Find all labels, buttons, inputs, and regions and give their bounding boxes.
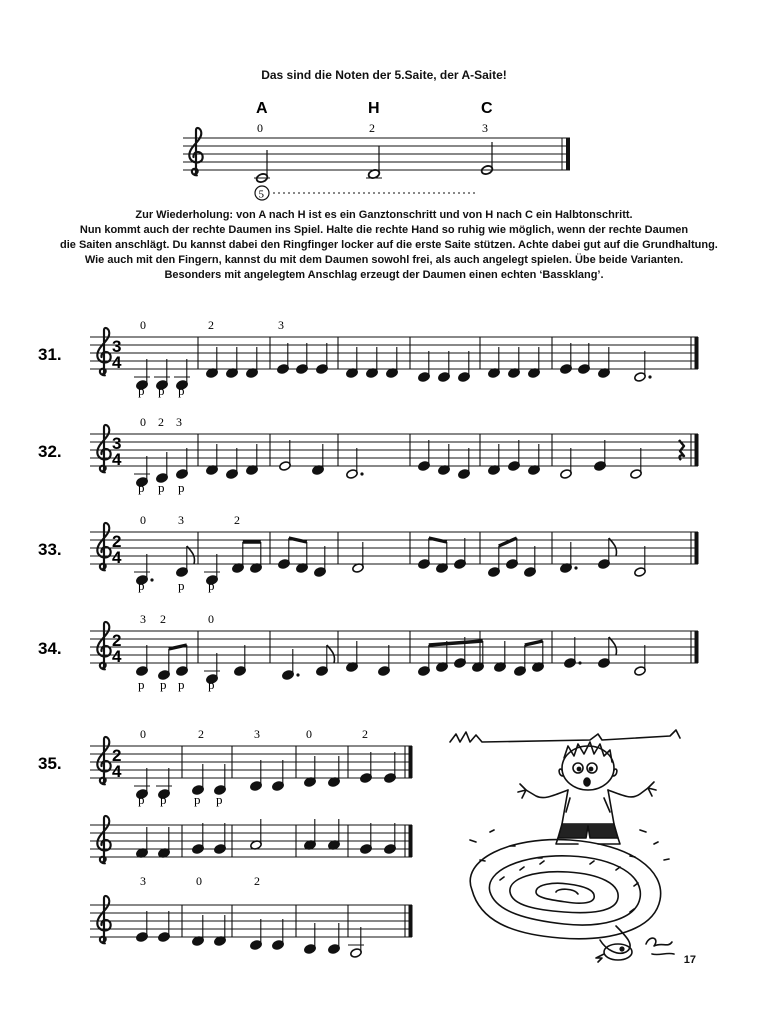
note-beam bbox=[499, 538, 517, 546]
fingering: 0 bbox=[140, 513, 146, 527]
fingering: 2 bbox=[369, 121, 375, 135]
thumb-mark: p bbox=[178, 383, 185, 398]
exercise-system bbox=[38, 612, 698, 692]
thumb-mark: p bbox=[158, 480, 165, 495]
thumb-mark: p bbox=[216, 792, 223, 807]
fingering: 2 bbox=[234, 513, 240, 527]
time-signature-top: 2 bbox=[112, 746, 122, 765]
intro-line: Zur Wiederholung: von A nach H ist es ein Ganztonschritt und von H nach C ein Halbtonschritt. bbox=[135, 209, 633, 221]
fingering: 2 bbox=[254, 874, 260, 888]
dot bbox=[574, 566, 577, 569]
exercise-system bbox=[90, 896, 412, 958]
thumb-mark: p bbox=[208, 578, 215, 593]
time-signature-bottom: 4 bbox=[112, 548, 122, 567]
exercise-number: 32. bbox=[38, 442, 62, 461]
thumb-mark: p bbox=[138, 480, 145, 495]
treble-clef-icon bbox=[97, 816, 110, 863]
fingering: 2 bbox=[362, 727, 368, 741]
treble-clef-icon bbox=[97, 523, 110, 570]
string-number: 5 bbox=[258, 188, 264, 201]
note-name-h: H bbox=[368, 100, 380, 117]
note-flag bbox=[609, 538, 617, 556]
note-beam bbox=[429, 538, 447, 542]
exercise-number: 34. bbox=[38, 639, 62, 658]
note-flag bbox=[609, 637, 617, 655]
thumb-mark: p bbox=[208, 677, 215, 692]
fingering: 2 bbox=[158, 415, 164, 429]
fingering: 3 bbox=[254, 727, 260, 741]
thumb-mark: p bbox=[160, 677, 167, 692]
intro-line: Nun kommt auch der rechte Daumen ins Spiel. Halte die rechte Hand so ruhig wie möglich, wenn der rechte Daumen bbox=[79, 224, 689, 236]
dot bbox=[648, 375, 651, 378]
thumb-mark: p bbox=[160, 792, 167, 807]
exercise-system bbox=[38, 318, 698, 398]
cartoon-illustration bbox=[440, 720, 690, 972]
note-name-a: A bbox=[256, 100, 268, 117]
treble-clef-icon bbox=[97, 737, 110, 784]
exercise-system bbox=[90, 816, 412, 888]
time-signature-top: 2 bbox=[112, 532, 122, 551]
fingering: 0 bbox=[196, 874, 202, 888]
fingering: 0 bbox=[140, 415, 146, 429]
intro-paragraph bbox=[60, 208, 718, 283]
header-staff bbox=[183, 100, 570, 201]
fingering: 0 bbox=[257, 121, 263, 135]
treble-clef-icon bbox=[97, 328, 110, 375]
thumb-mark: p bbox=[178, 677, 185, 692]
exercise-number: 35. bbox=[38, 754, 62, 773]
fingering: 3 bbox=[140, 612, 146, 626]
time-signature-bottom: 4 bbox=[112, 647, 122, 666]
dot bbox=[150, 578, 153, 581]
thumb-mark: p bbox=[138, 383, 145, 398]
note-flag bbox=[187, 546, 195, 564]
note-beam bbox=[169, 645, 187, 649]
page-heading: Das sind die Noten der 5.Saite, der A-Saite! bbox=[261, 68, 507, 82]
intro-line: Wie auch mit den Fingern, kannst du mit dem Daumen sowohl frei, als auch angelegt spielen. Übe beide Varianten. bbox=[84, 254, 684, 266]
fingering: 2 bbox=[160, 612, 166, 626]
note-beam bbox=[429, 641, 483, 645]
note-name-c: C bbox=[481, 100, 493, 117]
fingering: 0 bbox=[140, 318, 146, 332]
fingering: 3 bbox=[176, 415, 182, 429]
note-beam bbox=[525, 641, 543, 645]
fingering: 2 bbox=[198, 727, 204, 741]
thumb-mark: p bbox=[138, 792, 145, 807]
fingering: 2 bbox=[208, 318, 214, 332]
exercise-number: 33. bbox=[38, 540, 62, 559]
fingering: 3 bbox=[482, 121, 488, 135]
exercise-number: 31. bbox=[38, 345, 62, 364]
dot bbox=[578, 661, 581, 664]
fingering: 0 bbox=[208, 612, 214, 626]
note-beam bbox=[289, 538, 307, 542]
time-signature-bottom: 4 bbox=[112, 353, 122, 372]
thumb-mark: p bbox=[158, 383, 165, 398]
treble-clef-icon bbox=[97, 622, 110, 669]
thumb-mark: p bbox=[194, 792, 201, 807]
intro-line: Besonders mit angelegtem Anschlag erzeugt der Daumen einen echten ‘Bassklang’. bbox=[164, 269, 604, 281]
note-flag bbox=[327, 645, 335, 663]
time-signature-bottom: 4 bbox=[112, 762, 122, 781]
time-signature-top: 3 bbox=[112, 434, 122, 453]
thumb-mark: p bbox=[138, 677, 145, 692]
treble-clef-icon bbox=[97, 896, 110, 943]
thumb-mark: p bbox=[138, 578, 145, 593]
fingering: 0 bbox=[306, 727, 312, 741]
exercise-system bbox=[38, 727, 412, 807]
time-signature-bottom: 4 bbox=[112, 450, 122, 469]
thumb-mark: p bbox=[178, 480, 185, 495]
exercise-system bbox=[38, 415, 698, 495]
fingering: 3 bbox=[178, 513, 184, 527]
time-signature-top: 2 bbox=[112, 631, 122, 650]
fingering: 0 bbox=[140, 727, 146, 741]
intro-line: die Saiten anschlägt. Du kannst dabei den Ringfinger locker auf die erste Saite stützen. Achte dabei gut auf die Grundhaltung. bbox=[60, 239, 718, 251]
dot bbox=[360, 472, 363, 475]
fingering: 3 bbox=[140, 874, 146, 888]
fingering: 3 bbox=[278, 318, 284, 332]
dot bbox=[296, 673, 299, 676]
time-signature-top: 3 bbox=[112, 337, 122, 356]
page-number: 17 bbox=[683, 954, 696, 966]
treble-clef-icon bbox=[97, 425, 110, 472]
thumb-mark: p bbox=[178, 578, 185, 593]
exercise-system bbox=[38, 513, 698, 593]
